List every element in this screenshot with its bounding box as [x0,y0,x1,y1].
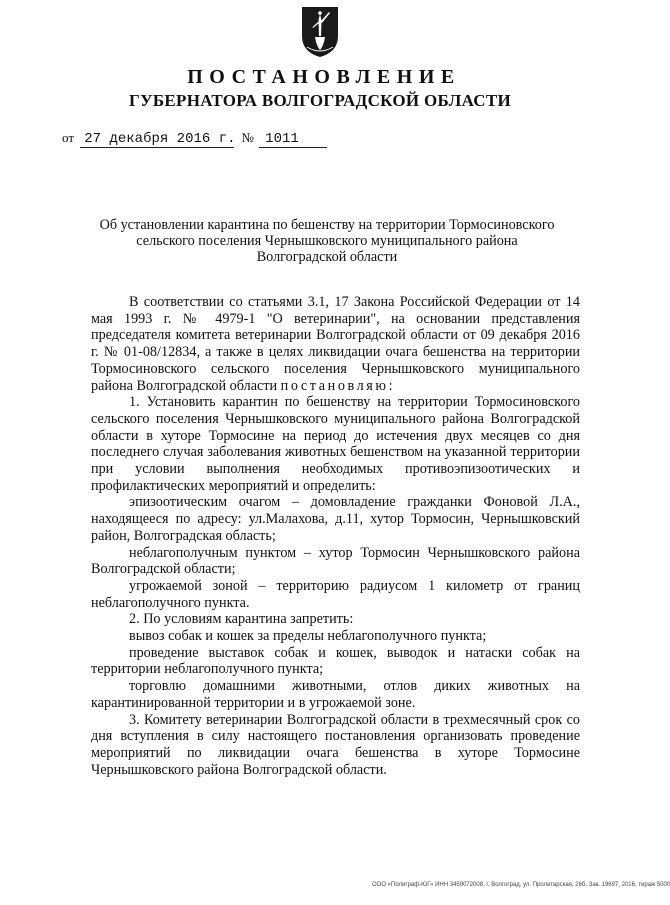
document-type-title: ПОСТАНОВЛЕНИЕ [187,66,461,88]
paragraph-3: 3. Комитету ветеринарии Волгоградской области в трехмесячный срок со дня вступления в силу настоящего постановления организовать проведение мероприятий по ликвидации очага бешенства в хуторе Тормосине Чернышковского района Волгоградской области. [91,711,580,778]
preamble-text: В соответствии со статьями 3.1, 17 Закона Российской Федерации от 14 мая 1993 г. № 4979-1 "О ветеринарии", на основании представления председателя комитета ветеринарии Волгоградской области от 09 декабря 2016 г. № 01-08/12834, а также в целях ликвидации очага бешенства на территории Тормосиновского сельского поселения Чернышковского муниципального района Волгоградской области [91,294,580,394]
date-label: от [62,130,75,145]
paragraph-ban-trade: торговлю домашними животными, отлов диких животных на карантинированной территории и в угрожаемой зоне. [91,678,580,711]
number-value: 1011 [259,132,327,148]
coat-of-arms-icon [301,6,339,58]
paragraph-epizootic-focus: эпизоотическим очагом – домовладение гражданки Фоновой Л.А., находящееся по адресу: ул.Малахова, д.11, хутор Тормосин, Чернышковский район, Волгоградская область; [91,494,580,544]
paragraph-ban-export: вывоз собак и кошек за пределы неблагополучного пункта; [129,628,487,645]
decree-word: постановляю: [280,377,396,394]
preamble [91,294,580,394]
paragraph-1: 1. Установить карантин по бешенству на территории Тормосиновского сельского поселения Чернышковского муниципального района Волгоградской области в хуторе Тормосине на период до истечения двух месяцев со дня последнего случая заболевания животных бешенством на указанной территории при условии выполнения необходимых противоэпизоотических и профилактических мероприятий и определить: [91,394,580,494]
paragraph-unfavorable-point: неблагополучным пунктом – хутор Тормосин Чернышковского района Волгоградской области; [91,544,580,578]
document-subject: Об установлении карантина по бешенству на территории Тормосиновского сельского поселения Чернышковского муниципального района Волгоградской области [99,217,555,265]
paragraph-threatened-zone: угрожаемой зоной – территорию радиусом 1 километр от границ неблагополучного пункта. [91,577,580,611]
date-value: 27 декабря 2016 г. [80,132,234,148]
paragraph-2: 2. По условиям карантина запретить: [129,611,354,628]
document-body [91,294,580,778]
print-footer: ООО «Полиграф-ЮГ» ИНН 3459072008, г. Волгоград, ул. Пролетарская, 26б. Зак. 19697, 2016, тираж 5000 [372,882,670,888]
issuer-title: ГУБЕРНАТОРА ВОЛГОГРАДСКОЙ ОБЛАСТИ [128,91,512,110]
number-label: № [241,130,254,145]
paragraph-ban-exhibitions: проведение выставок собак и кошек, выводок и натаски собак на территории неблагополучного пункта; [91,644,580,678]
date-number-line [62,130,327,148]
